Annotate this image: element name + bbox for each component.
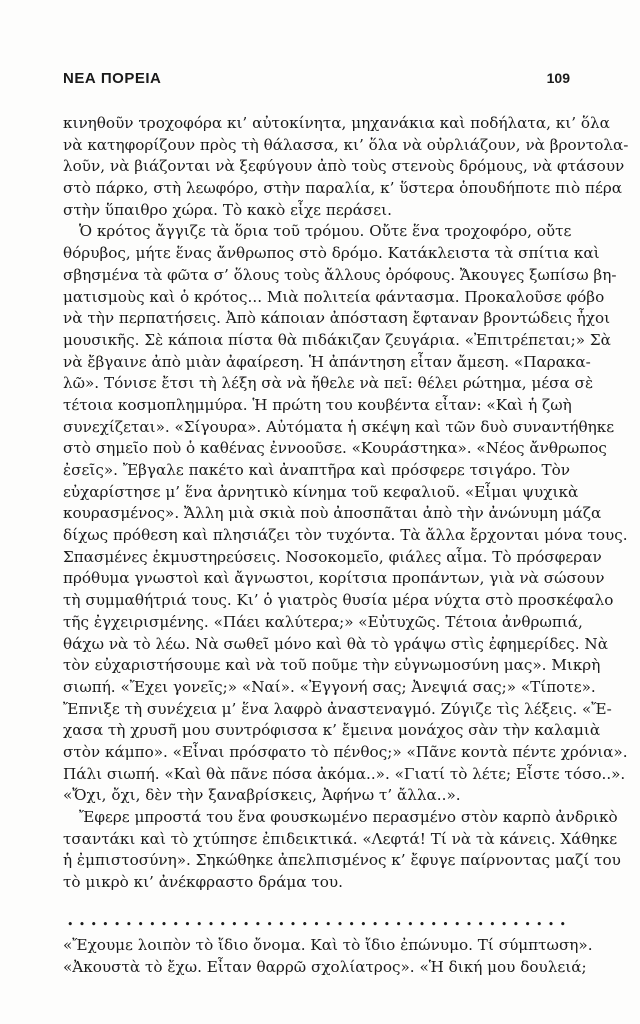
journal-title: ΝΕΑ ΠΟΡΕΙΑ [63,70,162,87]
running-header [63,70,570,94]
text-line: στὸ σημεῖο ποὺ ὁ καθένας ἐννοοῦσε. «Κουράστηκα». «Νέος ἄνθρωπος [63,439,607,458]
text-line: νὰ ἔβγαινε ἀπὸ μιὰν ἀφαίρεση. Ἡ ἀπάντηση εἶταν ἄμεση. «Παρακα- [63,352,591,371]
text-line: θάχω νὰ τὸ λέω. Νὰ σωθεῖ μόνο καὶ θὰ τὸ γράψω στὶς ἐφημερίδες. Νὰ [63,634,608,653]
text-line: Ὁ κρότος ἄγγιζε τὰ ὅρια τοῦ τρόμου. Οὔτε ἕνα τροχοφόρο, οὔτε [79,222,572,241]
text-line: Πάλι σιωπή. «Καὶ θὰ πᾶνε πόσα ἀκόμα..». «Γιατί τὸ λέτε; Εἶστε τόσο..». [63,764,626,783]
text-line: Ἔπνιξε τὴ συνέχεια μ’ ἕνα λαφρὸ ἀναστεναγμό. Ζύγιζε τὶς λέξεις. «Ἔ- [63,699,612,718]
text-line: τὸν εὐχαριστήσουμε καὶ νὰ τοῦ ποῦμε τὴν εὐγνωμοσύνη μας». Μικρὴ [63,656,601,675]
text-section-1 [63,113,629,894]
separator-dots: • • • • • • • • • • • • • • • • • • • • • • • • • • • • • • • • • • • • • • • • • • • [67,917,566,931]
text-line: τὴ συμμαθήτριά τους. Κι’ ὁ γιατρὸς θυσία μέρα νύχτα στὸ προσκέφαλο [63,591,614,610]
text-line: Ἔφερε μπροστά του ἕνα φουσκωμένο περασμένο στὸν καρπὸ ἀνδρικὸ [79,808,618,826]
text-line: λοῦν, νὰ βιάζονται νὰ ξεφύγουν ἀπὸ τοὺς στενοὺς δρόμους, νὰ φτάσουν [63,157,625,176]
text-line: σιωπή. «Ἔχει γονεῖς;» «Ναί». «Ἐγγονή σας; Ἀνεψιά σας;» «Τίποτε». [63,677,596,696]
text-line: στὴν ὕπαιθρο χώρα. Τὸ κακὸ εἶχε περάσει. [63,200,392,219]
text-line: τέτοια κοσμοπλημμύρα. Ἡ πρώτη του κουβέντα εἶταν: «Καὶ ἡ ζωὴ [63,395,572,414]
text-line: ματισμοὺς καὶ ὁ κρότος... Μιὰ πολιτεία φάντασμα. Προκαλοῦσε φόβο [63,287,605,306]
text-line: στὸν κάμπο». «Εἶναι πρόσφατο τὸ πένθος;» «Πᾶνε κοντὰ πέντε χρόνια». [63,742,628,761]
text-line: λῶ». Τόνισε ἔτσι τὴ λέξη σὰ νὰ ἤθελε νὰ πεῖ: θέλει ρώτημα, μέσα σὲ [63,374,594,393]
page-number: 109 [546,70,570,86]
text-line: κουρασμένος». Ἄλλη μιὰ σκιὰ ποὺ ἀποσπᾶται ἀπὸ τὴν ἀνώνυμη μάζα [63,504,602,523]
text-line: συνεχίζεται». «Σίγουρα». Αὐτόματα ἡ σκέψη καὶ τῶν δυὸ συναντήθηκε [63,417,615,436]
text-line: «Ἀκουστὰ τὸ ἔχω. Εἶταν θαρρῶ σχολίατρος». «Ἡ δική μου δουλειά; [63,958,587,977]
text-line: νὰ τὴν περπατήσεις. Ἀπὸ κάποιαν ἀπόσταση ἔφταναν βροντώδεις ἦχοι [63,309,611,328]
text-line: τὸ μικρὸ κι’ ἀνέκφραστο δράμα του. [63,873,343,892]
text-section-2 [63,935,593,978]
text-line: θόρυβος, μήτε ἕνας ἄνθρωπος στὸ δρόμο. Κατάκλειστα τὰ σπίτια καὶ [63,244,600,263]
text-line: στὸ πάρκο, στὴ λεωφόρο, στὴν παραλία, κ’ ὕστερα ὁπουδήποτε πιὸ πέρα [63,179,623,198]
text-line: Σπασμένες ἐκμυστηρεύσεις. Νοσοκομεῖο, φιάλες αἷμα. Τὸ πρόσφεραν [63,547,602,566]
text-line: νὰ κατηφορίζουν πρὸς τὴ θάλασσα, κι’ ὅλα νὰ οὐρλιάζουν, νὰ βροντολα- [63,135,629,154]
section-separator [63,914,570,936]
text-line: τῆς ἐγχειρισμένης. «Πάει καλύτερα;» «Εὐτυχῶς. Τέτοια ἀνθρωπιά, [63,612,583,631]
text-line: μουσικῆς. Σὲ κάποια πίστα θὰ πιδάκιζαν ζευγάρια. «Ἐπιτρέπεται;» Σὰ [63,330,611,349]
article-body [63,113,629,979]
text-line: τσαντάκι καὶ τὸ χτύπησε ἐπιδεικτικά. «Λεφτά! Τί νὰ τὰ κάνεις. Χάθηκε [63,829,618,848]
text-line: σβησμένα τὰ φῶτα σ’ ὅλους τοὺς ἄλλους ὀρόφους. Ἄκουγες ξωπίσω βη- [63,265,617,284]
text-line: ἐσεῖς». Ἔβγαλε πακέτο καὶ ἀναπτῆρα καὶ πρόσφερε τσιγάρο. Τὸν [63,461,570,479]
text-line: ἡ ἐμπιστοσύνη». Σηκώθηκε ἀπελπισμένος κ’ ἔφυγε παίρνοντας μαζί του [63,851,621,870]
text-line: «Ἔχουμε λοιπὸν τὸ ἴδιο ὄνομα. Καὶ τὸ ἴδιο ἐπώνυμο. Τί σύμπτωση». [63,936,593,955]
text-line: δίχως πρόθεση καὶ πλησιάζει τὸν τυχόντα. Τὰ ἄλλα ἔρχονται μόνα τους. [63,526,628,545]
text-line: χασα τὴ χρυσῆ μου συντρόφισσα κ’ ἔμεινα μονάχος σὰν τὴν καλαμιὰ [63,721,601,740]
text-line: «Ὄχι, ὄχι, δὲν τὴν ξαναβρίσκεις, Ἀφήνω τ’ ἄλλα..». [63,786,461,805]
text-line: πρόθυμα γνωστοὶ καὶ ἄγνωστοι, κορίτσια προπάντων, γιὰ νὰ σώσουν [63,569,605,588]
text-line: κινηθοῦν τροχοφόρα κι’ αὐτοκίνητα, μηχανάκια καὶ ποδήλατα, κι’ ὅλα [63,114,610,132]
text-line: εὐχαρίστησε μ’ ἕνα ἀρνητικὸ κίνημα τοῦ κεφαλιοῦ. «Εἶμαι ψυχικὰ [63,482,579,501]
